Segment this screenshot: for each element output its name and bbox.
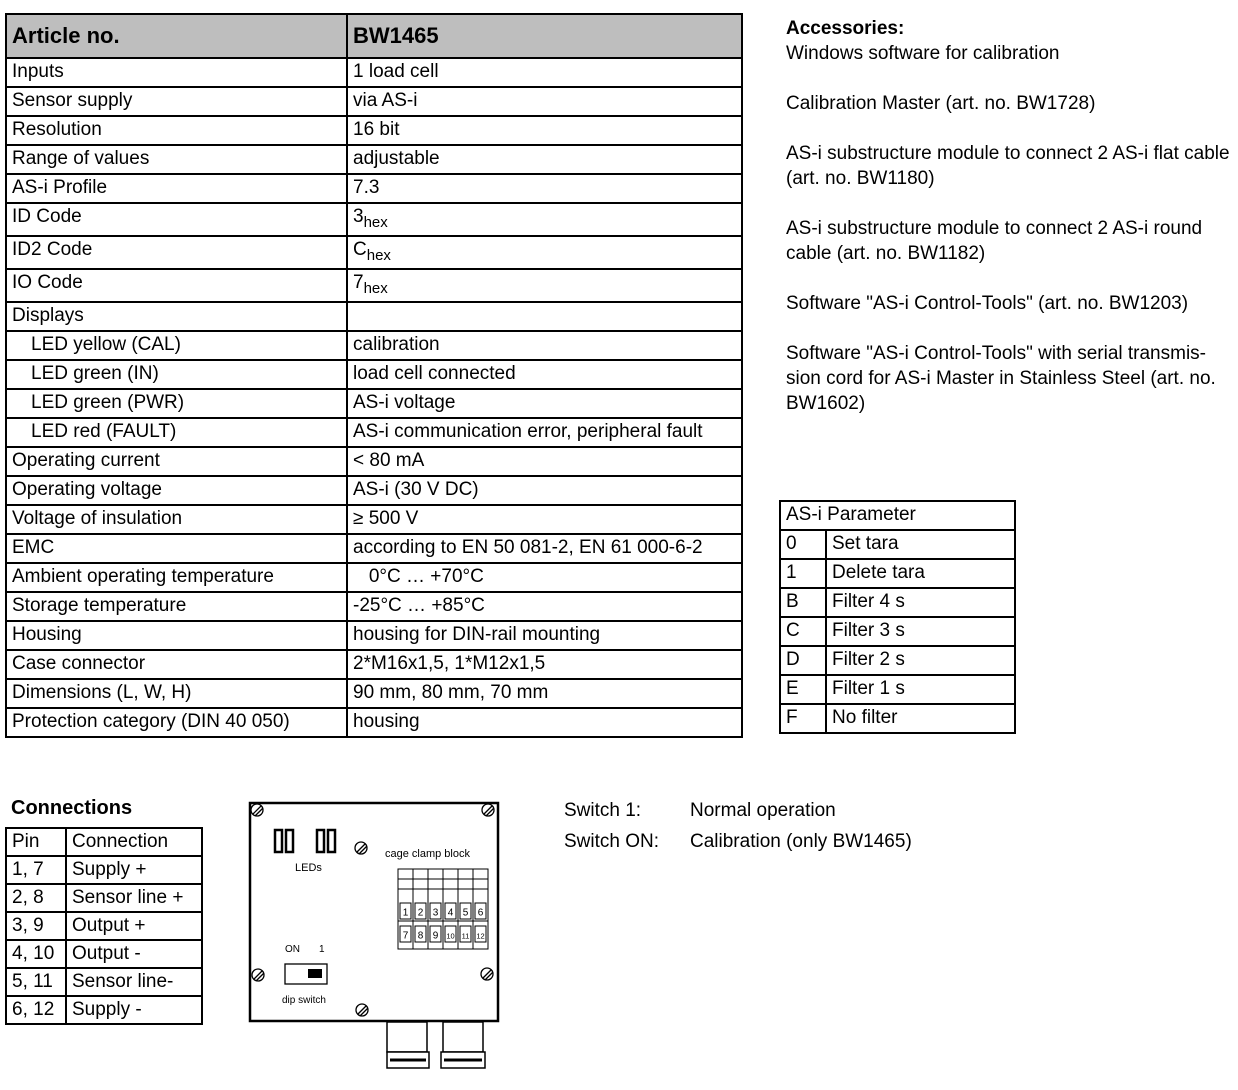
spec-row-label: EMC xyxy=(6,534,347,563)
parameter-value: No filter xyxy=(826,704,1015,733)
terminal-number: 6 xyxy=(477,907,484,919)
connection-row xyxy=(6,968,202,996)
connection-row xyxy=(6,940,202,968)
connection-pin: 4, 10 xyxy=(6,940,66,968)
spec-row-label: Operating current xyxy=(6,447,347,476)
spec-row-label: Displays xyxy=(6,302,347,331)
connection-pin: 5, 11 xyxy=(6,968,66,996)
connection-name: Sensor line- xyxy=(66,968,202,996)
accessory-item: AS-i substructure module to connect 2 AS-i round cable (art. no. BW1182) xyxy=(786,218,1203,264)
spec-row-label: Operating voltage xyxy=(6,476,347,505)
terminal-number: 12 xyxy=(476,931,485,941)
connection-pin: 2, 8 xyxy=(6,884,66,912)
spec-row-label: Ambient operating temperature xyxy=(6,563,347,592)
spec-row-label: ID2 Code xyxy=(6,236,347,269)
spec-value-main: 3 xyxy=(353,206,364,227)
parameter-value: Filter 2 s xyxy=(826,646,1015,675)
spec-row xyxy=(6,447,742,476)
spec-row xyxy=(6,87,742,116)
terminal-number: 8 xyxy=(417,930,424,942)
accessories-list xyxy=(786,41,1236,416)
spec-row xyxy=(6,116,742,145)
spec-row xyxy=(6,592,742,621)
connections-title: Connections xyxy=(11,797,133,819)
spec-row-value: 2*M16x1,5, 1*M12x1,5 xyxy=(347,650,742,679)
dip-on-label: ON xyxy=(285,944,300,955)
spec-row xyxy=(6,534,742,563)
spec-row xyxy=(6,331,742,360)
spec-row-value: AS-i (30 V DC) xyxy=(347,476,742,505)
spec-row xyxy=(6,58,742,87)
connection-name: Output - xyxy=(66,940,202,968)
parameter-value: Delete tara xyxy=(826,559,1015,588)
connection-pin: 3, 9 xyxy=(6,912,66,940)
spec-header-value: BW1465 xyxy=(347,14,742,58)
spec-row-label: Dimensions (L, W, H) xyxy=(6,679,347,708)
switch1-value: Normal operation xyxy=(690,800,836,821)
spec-row-value: load cell connected xyxy=(347,360,742,389)
spec-row-label: LED yellow (CAL) xyxy=(6,331,347,360)
connection-name: Supply + xyxy=(66,856,202,884)
parameter-key: E xyxy=(780,675,826,704)
parameter-header-row xyxy=(780,501,1015,530)
connections-table xyxy=(5,827,203,1025)
accessory-item: Windows software for calibration xyxy=(786,43,1060,64)
spec-row xyxy=(6,418,742,447)
spec-row-value xyxy=(347,236,742,269)
spec-row xyxy=(6,563,742,592)
spec-row-value: housing for DIN-rail mounting xyxy=(347,621,742,650)
parameter-row xyxy=(780,704,1015,733)
parameter-key: C xyxy=(780,617,826,646)
spec-row xyxy=(6,389,742,418)
spec-row xyxy=(6,236,742,269)
spec-row xyxy=(6,302,742,331)
spec-row xyxy=(6,145,742,174)
switchon-label: Switch ON: xyxy=(564,831,660,852)
spec-row-value: 7.3 xyxy=(347,174,742,203)
spec-row-value: calibration xyxy=(347,331,742,360)
spec-row xyxy=(6,708,742,737)
parameter-row xyxy=(780,530,1015,559)
spec-row-label: AS-i Profile xyxy=(6,174,347,203)
spec-row xyxy=(6,621,742,650)
spec-row xyxy=(6,269,742,302)
spec-row-value: ≥ 500 V xyxy=(347,505,742,534)
spec-header-row xyxy=(6,14,742,58)
device-diagram xyxy=(240,797,510,1087)
terminal-number: 1 xyxy=(402,907,409,919)
spec-row-label: Storage temperature xyxy=(6,592,347,621)
accessory-item: Calibration Master (art. no. BW1728) xyxy=(786,93,1096,114)
spec-row-label: Case connector xyxy=(6,650,347,679)
connection-name: Sensor line + xyxy=(66,884,202,912)
terminal-number: 4 xyxy=(447,907,454,919)
spec-row-value xyxy=(347,269,742,302)
parameter-key: B xyxy=(780,588,826,617)
spec-value-subscript: hex xyxy=(366,247,391,264)
spec-row xyxy=(6,505,742,534)
spec-row-value: 16 bit xyxy=(347,116,742,145)
spec-row-value xyxy=(347,203,742,236)
spec-table xyxy=(5,13,743,738)
parameter-key: 1 xyxy=(780,559,826,588)
spec-row-value: AS-i voltage xyxy=(347,389,742,418)
spec-row xyxy=(6,650,742,679)
terminal-number: 9 xyxy=(432,930,439,942)
dip-one-label: 1 xyxy=(319,944,325,955)
parameter-value: Filter 3 s xyxy=(826,617,1015,646)
connection-row xyxy=(6,912,202,940)
spec-row-value: AS-i communication error, peripheral fault xyxy=(347,418,742,447)
spec-value-main: 7 xyxy=(353,272,364,293)
terminal-number: 3 xyxy=(432,907,439,919)
spec-row-value: 1 load cell xyxy=(347,58,742,87)
connection-row xyxy=(6,856,202,884)
spec-row-label: LED green (PWR) xyxy=(6,389,347,418)
terminal-number: 10 xyxy=(446,931,455,941)
terminal-number: 11 xyxy=(461,931,470,941)
spec-row-label: LED red (FAULT) xyxy=(6,418,347,447)
spec-header-label: Article no. xyxy=(6,14,347,58)
spec-row-value: according to EN 50 081-2, EN 61 000-6-2 xyxy=(347,534,742,563)
connection-name: Supply - xyxy=(66,996,202,1024)
parameter-row xyxy=(780,559,1015,588)
spec-row-value: < 80 mA xyxy=(347,447,742,476)
switchon-value: Calibration (only BW1465) xyxy=(690,831,912,852)
cage-clamp-label: cage clamp block xyxy=(385,848,470,860)
spec-row-value: 90 mm, 80 mm, 70 mm xyxy=(347,679,742,708)
parameter-row xyxy=(780,617,1015,646)
accessory-item: Software "AS-i Control-Tools" with serial transmis-sion cord for AS-i Master in Stainless Steel (art. no. BW1602) xyxy=(786,343,1216,414)
connection-row xyxy=(6,996,202,1024)
spec-row-label: ID Code xyxy=(6,203,347,236)
parameter-row xyxy=(780,646,1015,675)
spec-value-main: C xyxy=(353,239,367,260)
spec-row-value: -25°C … +85°C xyxy=(347,592,742,621)
spec-row xyxy=(6,203,742,236)
parameter-header: AS-i Parameter xyxy=(780,501,1015,530)
parameter-key: F xyxy=(780,704,826,733)
spec-row-value xyxy=(347,302,742,331)
spec-row-value: housing xyxy=(347,708,742,737)
connection-row xyxy=(6,884,202,912)
accessory-item: Software "AS-i Control-Tools" (art. no. BW1203) xyxy=(786,293,1189,314)
spec-row-value: 0°C … +70°C xyxy=(347,563,742,592)
cable-gland-icon xyxy=(387,1022,485,1068)
connections-header-pin: Pin xyxy=(6,828,66,856)
spec-value-subscript: hex xyxy=(363,280,388,297)
spec-row xyxy=(6,679,742,708)
leds-label: LEDs xyxy=(295,862,322,874)
parameter-value: Filter 1 s xyxy=(826,675,1015,704)
spec-row-value: via AS-i xyxy=(347,87,742,116)
connection-pin: 6, 12 xyxy=(6,996,66,1024)
spec-row-value: adjustable xyxy=(347,145,742,174)
spec-row-label: Range of values xyxy=(6,145,347,174)
spec-row xyxy=(6,174,742,203)
dip-switch-toggle[interactable] xyxy=(308,969,322,978)
accessories-title: Accessories: xyxy=(786,18,905,39)
spec-row xyxy=(6,476,742,505)
spec-row-label: Voltage of insulation xyxy=(6,505,347,534)
parameter-row xyxy=(780,588,1015,617)
spec-row-label: IO Code xyxy=(6,269,347,302)
accessory-item: AS-i substructure module to connect 2 AS-i flat cable (art. no. BW1180) xyxy=(786,143,1230,189)
parameter-row xyxy=(780,675,1015,704)
connection-pin: 1, 7 xyxy=(6,856,66,884)
terminal-number: 7 xyxy=(402,930,409,942)
connections-header-row xyxy=(6,828,202,856)
spec-row xyxy=(6,360,742,389)
spec-row-label: Housing xyxy=(6,621,347,650)
parameter-value: Set tara xyxy=(826,530,1015,559)
spec-row-label: Inputs xyxy=(6,58,347,87)
spec-row-label: Protection category (DIN 40 050) xyxy=(6,708,347,737)
parameter-value: Filter 4 s xyxy=(826,588,1015,617)
spec-row-label: Resolution xyxy=(6,116,347,145)
spec-row-label: Sensor supply xyxy=(6,87,347,116)
accessories-section xyxy=(786,16,1236,441)
switch1-label: Switch 1: xyxy=(564,800,642,821)
spec-row-label: LED green (IN) xyxy=(6,360,347,389)
connections-header-connection: Connection xyxy=(66,828,202,856)
terminal-number: 5 xyxy=(462,907,469,919)
spec-value-subscript: hex xyxy=(363,214,388,231)
terminal-number: 2 xyxy=(417,907,424,919)
parameter-key: D xyxy=(780,646,826,675)
dip-switch-label: dip switch xyxy=(282,995,326,1006)
parameter-key: 0 xyxy=(780,530,826,559)
connection-name: Output + xyxy=(66,912,202,940)
parameter-table xyxy=(779,500,1016,734)
